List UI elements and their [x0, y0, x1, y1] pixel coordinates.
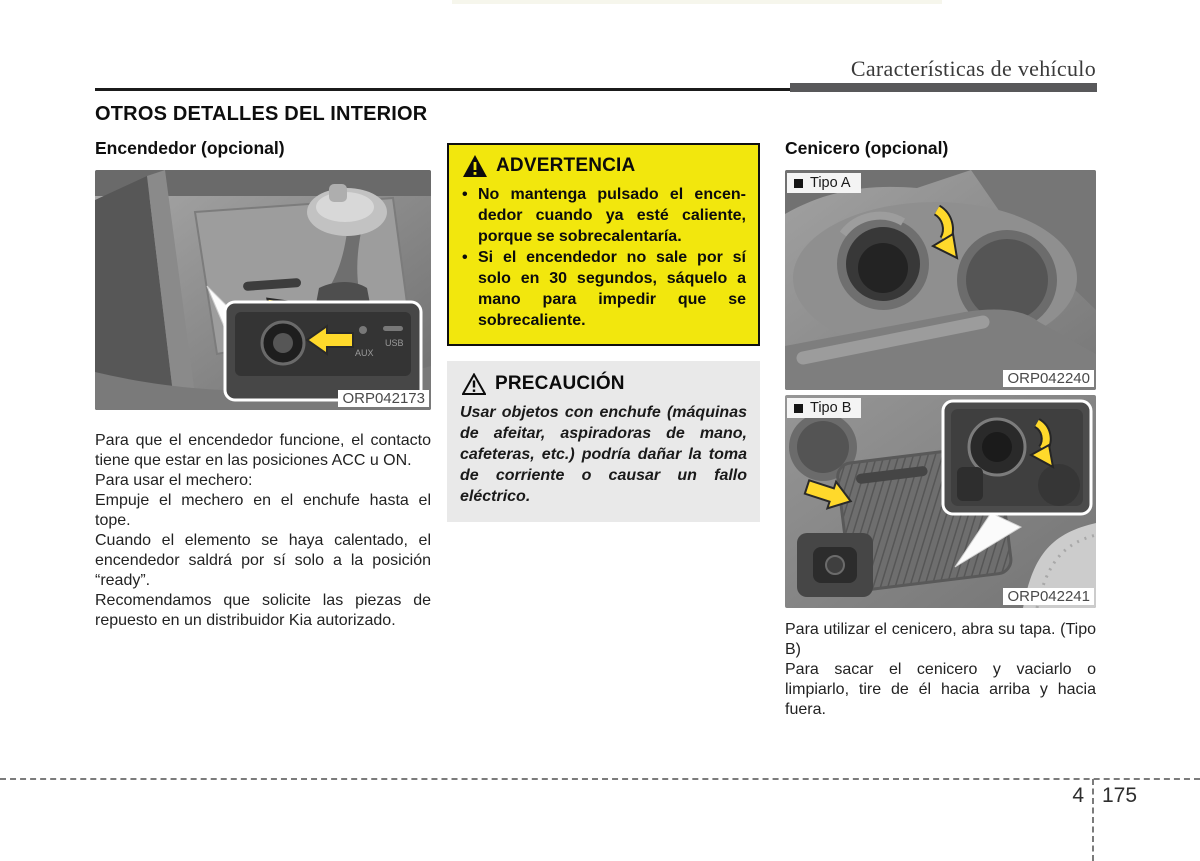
- ashtray-type-a-photo: [785, 170, 1096, 390]
- type-a-chip: [787, 173, 861, 193]
- paragraph: Para sacar el cenicero y vaciarlo o limpiarlo, tire de él hacia arriba y hacia fuera.: [785, 661, 1096, 718]
- image-code: ORP042240: [1003, 370, 1094, 387]
- paragraph: Para que el encendedor funcione, el contacto tiene que estar en las posiciones ACC u ON.: [95, 432, 431, 469]
- caution-title-row: [462, 373, 747, 395]
- caution-text: Usar objetos con enchufe (máquinas de afeitar, aspiradoras de mano, cafeteras, etc.) podría dañar la toma de corriente o causar un fallo eléctrico.: [460, 404, 747, 505]
- header-rule-thick: [790, 83, 1097, 92]
- warning-triangle-filled-icon: [463, 155, 487, 177]
- caution-box: [447, 361, 760, 522]
- page-title: OTROS DETALLES DEL INTERIOR: [95, 103, 428, 125]
- footer-chapter-number: 4: [1072, 784, 1084, 807]
- column-encendedor: [95, 138, 431, 631]
- type-marker-square: [794, 179, 803, 188]
- figure-lighter: [95, 170, 431, 410]
- figure-ashtray-type-a: [785, 170, 1096, 390]
- column-warnings: [447, 143, 760, 522]
- ashtray-inset: [943, 401, 1091, 514]
- usb-label: USB: [385, 338, 404, 348]
- type-b-chip: [787, 398, 861, 418]
- image-code: ORP042173: [338, 390, 429, 407]
- paragraph: Para usar el mechero:: [95, 472, 253, 489]
- paragraph: Empuje el mechero en el enchufe hasta el tope.: [95, 492, 431, 529]
- warning-title: ADVERTENCIA: [496, 155, 636, 176]
- figure-ashtray-type-b: [785, 395, 1096, 608]
- paragraph: Recomendamos que solicite las piezas de repuesto en un distribuidor Kia autorizado.: [95, 592, 431, 629]
- footer-page-number: 175: [1102, 784, 1138, 807]
- lighter-inset: [225, 302, 421, 400]
- cenicero-text: [785, 620, 1096, 720]
- lighter-photo: [95, 170, 431, 410]
- header-rule-thin: [95, 88, 795, 91]
- type-a-label: Tipo A: [810, 175, 851, 191]
- ashtray-type-b-photo: [785, 395, 1096, 608]
- running-header: Características de vehículo: [850, 56, 1096, 81]
- encendedor-text: [95, 431, 431, 631]
- warning-list: [461, 184, 746, 331]
- warning-triangle-outline-icon: [462, 373, 486, 395]
- warning-box: [447, 143, 760, 346]
- aux-label: AUX: [355, 348, 374, 358]
- heading-cenicero: Cenicero (opcional): [785, 138, 949, 158]
- footer-dashed-divider: [1092, 779, 1094, 861]
- warning-title-row: [463, 155, 746, 177]
- warning-item: • Si el encendedor no sale por sí solo en 30 segundos, sáquelo a mano para impedir que se sobrecaliente.: [461, 247, 746, 331]
- caution-title: PRECAUCIÓN: [495, 373, 625, 394]
- paragraph: Para utilizar el cenicero, abra su tapa. (Tipo B): [785, 621, 1096, 658]
- page-edge-strip: [452, 0, 942, 4]
- footer-dashed-rule: [0, 778, 1200, 780]
- type-b-label: Tipo B: [810, 400, 852, 416]
- warning-item: • No mantenga pulsado el encendedor cuando ya esté caliente, porque se sobrecalentaría.: [461, 184, 746, 247]
- paragraph: Cuando el elemento se haya calentado, el encendedor saldrá por sí solo a la posición “ready”.: [95, 532, 431, 589]
- column-cenicero: [785, 138, 1096, 720]
- type-marker-square: [794, 404, 803, 413]
- image-code: ORP042241: [1003, 588, 1094, 605]
- heading-encendedor: Encendedor (opcional): [95, 138, 285, 158]
